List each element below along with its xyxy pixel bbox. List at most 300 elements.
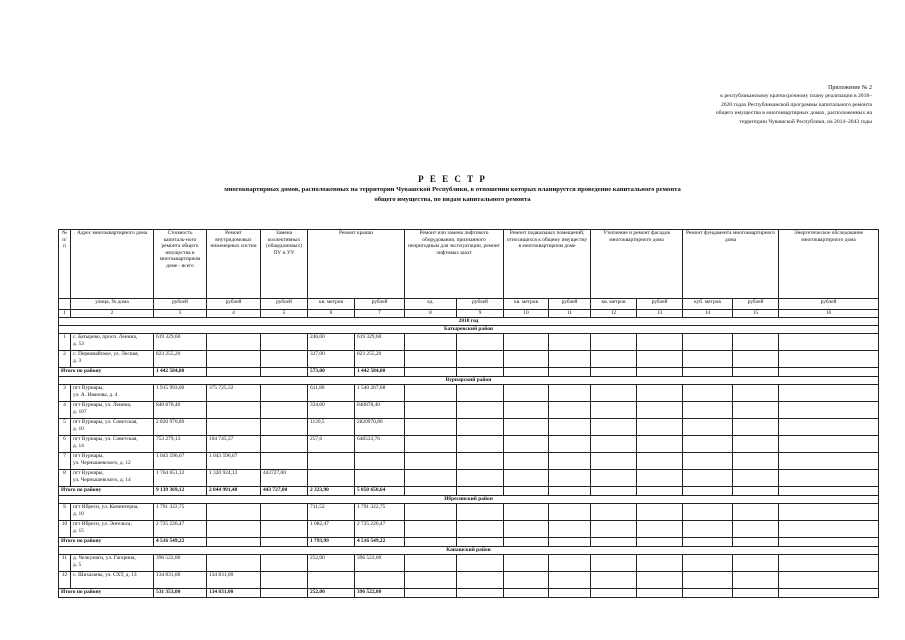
table-row: [59, 555, 879, 572]
roof-area-cell: 334,00: [308, 402, 355, 419]
roof-cost-cell: 648533,76: [355, 436, 405, 453]
empty-cell: [457, 385, 504, 402]
empty-cell: [779, 419, 879, 436]
empty-cell: [549, 368, 591, 377]
empty-cell: [405, 453, 457, 470]
empty-cell: [591, 589, 637, 598]
empty-cell: [405, 555, 457, 572]
meters-cell: [261, 419, 308, 436]
appendix-block: [650, 84, 872, 126]
empty-cell: [683, 419, 733, 436]
year-row: [59, 318, 879, 326]
empty-cell: [779, 402, 879, 419]
empty-cell: [683, 334, 733, 351]
district-name: Канашский район: [59, 547, 879, 555]
address-line2: д. 14: [73, 442, 84, 449]
address-line1: д. Челкумаги, ул. Гагарина,: [73, 555, 136, 561]
empty-cell: [457, 487, 504, 496]
empty-cell: [457, 453, 504, 470]
district-total-row: [59, 487, 879, 496]
address-line1: пгт Вурнары, ул. Ленина,: [73, 402, 132, 408]
empty-cell: [779, 487, 879, 496]
engineering-cell: [207, 419, 261, 436]
empty-cell: [683, 487, 733, 496]
empty-cell: [405, 385, 457, 402]
engineering-cell: 1 320 924,12: [207, 470, 261, 487]
cost-cell: 753 279,13: [154, 436, 207, 453]
empty-cell: [504, 555, 549, 572]
empty-cell: [457, 538, 504, 547]
empty-cell: [549, 334, 591, 351]
total-roof-area: 1 793,99: [308, 538, 355, 547]
units-row: [59, 299, 879, 310]
col-header-engineering: Ремонт внутридомовых инженерных систем: [207, 230, 261, 299]
address-cell: [71, 521, 154, 538]
empty-cell: [637, 521, 683, 538]
empty-cell: [779, 368, 879, 377]
unit-cell: рублей: [733, 299, 779, 310]
empty-cell: [733, 453, 779, 470]
cost-cell: 619 329,60: [154, 334, 207, 351]
address-cell: [71, 470, 154, 487]
address-line1: пгт Вурнары, ул. Советская,: [73, 419, 138, 425]
empty-cell: [591, 470, 637, 487]
empty-cell: [457, 521, 504, 538]
empty-cell: [779, 538, 879, 547]
appendix-line: территории Чувашской Республики, на 2014–2043 годы: [739, 118, 872, 125]
empty-cell: [457, 572, 504, 589]
empty-cell: [591, 368, 637, 377]
empty-cell: [504, 453, 549, 470]
empty-cell: [457, 419, 504, 436]
engineering-cell: [207, 351, 261, 368]
row-number: 10: [59, 521, 71, 538]
col-number: 2: [71, 310, 154, 318]
empty-cell: [549, 538, 591, 547]
district-total-row: [59, 589, 879, 598]
empty-cell: [637, 538, 683, 547]
address-cell: [71, 402, 154, 419]
roof-cost-cell: 823 255,20: [355, 351, 405, 368]
empty-cell: [405, 521, 457, 538]
empty-cell: [683, 572, 733, 589]
row-number: 1: [59, 334, 71, 351]
empty-cell: [549, 572, 591, 589]
meters-cell: 443727,00: [261, 470, 308, 487]
appendix-title: Приложение № 2: [828, 85, 872, 91]
empty-cell: [637, 334, 683, 351]
unit-cell: улица, № дома: [71, 299, 154, 310]
empty-cell: [683, 351, 733, 368]
address-line1: пгт Вурнары,: [73, 453, 104, 459]
meters-cell: [261, 436, 308, 453]
empty-cell: [637, 487, 683, 496]
empty-cell: [779, 589, 879, 598]
empty-cell: [591, 487, 637, 496]
empty-cell: [591, 572, 637, 589]
empty-cell: [504, 470, 549, 487]
empty-cell: [504, 385, 549, 402]
total-cost: 531 353,00: [154, 589, 207, 598]
address-line2: д. 15: [73, 527, 84, 534]
empty-cell: [779, 385, 879, 402]
address-line1: с. Шихазаны, ул. СХТ, д. 13: [73, 572, 137, 578]
empty-cell: [637, 436, 683, 453]
unit-cell: рублей: [154, 299, 207, 310]
empty-cell: [637, 572, 683, 589]
unit-cell: рублей: [457, 299, 504, 310]
empty-cell: [504, 487, 549, 496]
total-meters: [261, 589, 308, 598]
unit-cell: рублей: [207, 299, 261, 310]
empty-cell: [549, 504, 591, 521]
unit-cell: кв. метров: [308, 299, 355, 310]
empty-cell: [733, 555, 779, 572]
col-header-address: Адрес многоквартирного дома: [71, 230, 154, 299]
year-label: 2018 год: [59, 318, 879, 326]
address-line1: пгт Вурнары,: [73, 470, 104, 476]
empty-cell: [591, 504, 637, 521]
unit-cell: кв. метров: [504, 299, 549, 310]
empty-cell: [683, 402, 733, 419]
col-header-meters: Замена коллективных (общедомовых) ПУ и УУ: [261, 230, 308, 299]
empty-cell: [637, 504, 683, 521]
total-roof-area: 2 323,90: [308, 487, 355, 496]
district-total-row: [59, 538, 879, 547]
empty-cell: [733, 351, 779, 368]
address-cell: [71, 351, 154, 368]
registry-title: Р Е Е С Т Р: [418, 174, 487, 184]
empty-cell: [405, 504, 457, 521]
total-roof-area: 573,00: [308, 368, 355, 377]
total-label: Итого по району: [59, 487, 154, 496]
table-row: [59, 385, 879, 402]
empty-cell: [637, 351, 683, 368]
empty-cell: [549, 470, 591, 487]
meters-cell: [261, 555, 308, 572]
row-number: 7: [59, 453, 71, 470]
table-row: [59, 470, 879, 487]
empty-cell: [637, 402, 683, 419]
registry-table: [58, 229, 879, 598]
address-line2: д. 5: [73, 561, 82, 568]
total-roof-cost: 5 850 650,64: [355, 487, 405, 496]
roof-cost-cell: 396 522,00: [355, 555, 405, 572]
cost-cell: 1 043 596,67: [154, 453, 207, 470]
col-header-facade: Утепление и ремонт фасадов многоквартирного дома: [591, 230, 683, 299]
col-number: 4: [207, 310, 261, 318]
empty-cell: [591, 334, 637, 351]
district-total-row: [59, 368, 879, 377]
empty-cell: [504, 521, 549, 538]
empty-cell: [457, 402, 504, 419]
empty-cell: [733, 385, 779, 402]
address-cell: [71, 334, 154, 351]
col-number: 1: [59, 310, 71, 318]
total-cost: 9 139 369,12: [154, 487, 207, 496]
table-row: [59, 436, 879, 453]
col-number: 14: [683, 310, 733, 318]
col-number: 8: [405, 310, 457, 318]
roof-area-cell: [308, 470, 355, 487]
empty-cell: [591, 385, 637, 402]
col-header-no: № п/п: [59, 230, 71, 299]
total-label: Итого по району: [59, 589, 154, 598]
empty-cell: [405, 402, 457, 419]
empty-cell: [591, 351, 637, 368]
address-cell: [71, 572, 154, 589]
empty-cell: [591, 521, 637, 538]
empty-cell: [779, 572, 879, 589]
roof-cost-cell: [355, 453, 405, 470]
engineering-cell: [207, 334, 261, 351]
empty-cell: [683, 385, 733, 402]
col-header-elevator: Ремонт или замена лифтового оборудования, признанного непригодным для эксплуатации, ремонт лифтовых шахт: [405, 230, 504, 299]
meters-cell: [261, 504, 308, 521]
address-cell: [71, 419, 154, 436]
roof-area-cell: 327,00: [308, 351, 355, 368]
table-row: [59, 572, 879, 589]
address-line2: д. 3: [73, 357, 82, 364]
unit-cell: куб. метров: [683, 299, 733, 310]
table-row: [59, 419, 879, 436]
table-row: [59, 402, 879, 419]
unit-cell: рублей: [637, 299, 683, 310]
address-cell: [71, 504, 154, 521]
empty-cell: [405, 351, 457, 368]
empty-cell: [405, 419, 457, 436]
empty-cell: [779, 470, 879, 487]
empty-cell: [405, 589, 457, 598]
empty-cell: [549, 402, 591, 419]
total-meters: [261, 368, 308, 377]
empty-cell: [591, 436, 637, 453]
roof-cost-cell: [355, 572, 405, 589]
total-cost: 4 516 549,22: [154, 538, 207, 547]
empty-cell: [457, 555, 504, 572]
unit-cell: [59, 299, 71, 310]
empty-cell: [733, 334, 779, 351]
row-number: 3: [59, 385, 71, 402]
engineering-cell: [207, 504, 261, 521]
engineering-cell: 375 725,32: [207, 385, 261, 402]
empty-cell: [405, 436, 457, 453]
empty-cell: [637, 419, 683, 436]
address-line1: с. Батырево, просп. Ленина,: [73, 334, 138, 340]
empty-cell: [457, 334, 504, 351]
total-engineering: 134 831,00: [207, 589, 261, 598]
empty-cell: [683, 470, 733, 487]
empty-cell: [733, 402, 779, 419]
cost-cell: 840 878,40: [154, 402, 207, 419]
meters-cell: [261, 572, 308, 589]
empty-cell: [637, 589, 683, 598]
address-line2: д. 53: [73, 340, 84, 347]
roof-cost-cell: 1 791 322,75: [355, 504, 405, 521]
address-line2: ул. Чернышевского, д. 14: [73, 476, 131, 483]
registry-subtitle-line1: многоквартирных домов, расположенных на территории Чувашской Республики, в отношении которых планируется проведение капитального ремонта: [224, 186, 681, 193]
roof-area-cell: [308, 453, 355, 470]
empty-cell: [549, 436, 591, 453]
empty-cell: [405, 470, 457, 487]
roof-area-cell: 711,52: [308, 504, 355, 521]
row-number: 11: [59, 555, 71, 572]
address-line1: пгт Ибреси, ул. Коминтерна,: [73, 504, 139, 510]
empty-cell: [733, 589, 779, 598]
total-meters: 443 727,00: [261, 487, 308, 496]
empty-cell: [591, 402, 637, 419]
empty-cell: [637, 368, 683, 377]
col-number: 11: [549, 310, 591, 318]
empty-cell: [637, 385, 683, 402]
row-number: 12: [59, 572, 71, 589]
empty-cell: [549, 487, 591, 496]
empty-cell: [779, 555, 879, 572]
roof-area-cell: 1 082,47: [308, 521, 355, 538]
empty-cell: [457, 436, 504, 453]
cost-cell: 134 831,00: [154, 572, 207, 589]
empty-cell: [733, 572, 779, 589]
empty-cell: [504, 538, 549, 547]
address-cell: [71, 436, 154, 453]
total-roof-cost: 4 516 549,22: [355, 538, 405, 547]
empty-cell: [733, 436, 779, 453]
empty-cell: [405, 487, 457, 496]
engineering-cell: 104 745,37: [207, 436, 261, 453]
empty-cell: [504, 402, 549, 419]
empty-cell: [549, 589, 591, 598]
empty-cell: [549, 453, 591, 470]
cost-cell: 396 522,00: [154, 555, 207, 572]
empty-cell: [457, 470, 504, 487]
col-number: 3: [154, 310, 207, 318]
roof-area-cell: 1120,5: [308, 419, 355, 436]
unit-cell: кв. метров: [591, 299, 637, 310]
district-header-row: [59, 377, 879, 385]
row-number: 4: [59, 402, 71, 419]
engineering-cell: 1 043 596,67: [207, 453, 261, 470]
empty-cell: [405, 572, 457, 589]
total-label: Итого по району: [59, 538, 154, 547]
empty-cell: [779, 453, 879, 470]
empty-cell: [504, 436, 549, 453]
col-header-energy: Энергетическое обследование многоквартирного дома: [779, 230, 879, 299]
engineering-cell: [207, 402, 261, 419]
empty-cell: [637, 555, 683, 572]
total-roof-cost: 1 442 584,80: [355, 368, 405, 377]
empty-cell: [683, 555, 733, 572]
empty-cell: [683, 453, 733, 470]
row-number: 9: [59, 504, 71, 521]
empty-cell: [504, 589, 549, 598]
empty-cell: [733, 368, 779, 377]
empty-cell: [549, 555, 591, 572]
district-name: Вурнарский район: [59, 377, 879, 385]
meters-cell: [261, 351, 308, 368]
engineering-cell: 134 831,00: [207, 572, 261, 589]
unit-cell: рублей: [549, 299, 591, 310]
roof-cost-cell: 2 725 226,47: [355, 521, 405, 538]
col-number: 13: [637, 310, 683, 318]
address-line1: с. Первомайское, ул. Лесная,: [73, 351, 139, 357]
empty-cell: [504, 504, 549, 521]
district-header-row: [59, 496, 879, 504]
header-row: [59, 230, 879, 299]
empty-cell: [504, 334, 549, 351]
roof-cost-cell: 619 329,60: [355, 334, 405, 351]
address-line1: пгт Ибреси, ул. Энгельса,: [73, 521, 132, 527]
table-row: [59, 351, 879, 368]
col-number: 10: [504, 310, 549, 318]
cost-cell: 823 255,20: [154, 351, 207, 368]
roof-area-cell: 252,00: [308, 555, 355, 572]
total-engineering: [207, 538, 261, 547]
address-line2: д. 10: [73, 425, 84, 432]
roof-cost-cell: 1 540 267,68: [355, 385, 405, 402]
col-number: 16: [779, 310, 879, 318]
empty-cell: [637, 470, 683, 487]
col-number: 5: [261, 310, 308, 318]
empty-cell: [591, 453, 637, 470]
empty-cell: [591, 538, 637, 547]
address-line1: пгт Вурнары, ул. Советская,: [73, 436, 138, 442]
empty-cell: [683, 436, 733, 453]
table-row: [59, 334, 879, 351]
col-header-foundation: Ремонт фундамента многоквартирного дома: [683, 230, 779, 299]
col-number: 9: [457, 310, 504, 318]
total-roof-area: 252,00: [308, 589, 355, 598]
empty-cell: [457, 589, 504, 598]
row-number: 8: [59, 470, 71, 487]
empty-cell: [779, 334, 879, 351]
empty-cell: [457, 504, 504, 521]
empty-cell: [779, 436, 879, 453]
district-name: Батыревский район: [59, 326, 879, 334]
address-line2: д. 107: [73, 408, 87, 415]
column-numbers-row: [59, 310, 879, 318]
row-number: 6: [59, 436, 71, 453]
total-label: Итого по району: [59, 368, 154, 377]
district-header-row: [59, 547, 879, 555]
empty-cell: [637, 453, 683, 470]
table-row: [59, 521, 879, 538]
meters-cell: [261, 402, 308, 419]
empty-cell: [504, 419, 549, 436]
empty-cell: [504, 368, 549, 377]
roof-area-cell: 611,80: [308, 385, 355, 402]
col-number: 15: [733, 310, 779, 318]
empty-cell: [733, 538, 779, 547]
table-row: [59, 504, 879, 521]
empty-cell: [779, 351, 879, 368]
empty-cell: [683, 504, 733, 521]
registry-subtitle-line2: общего имущества, по видам капитального ремонта: [374, 196, 531, 203]
row-number: 5: [59, 419, 71, 436]
col-number: 7: [355, 310, 405, 318]
address-cell: [71, 385, 154, 402]
empty-cell: [504, 572, 549, 589]
appendix-line: к республиканскому краткосрочному плану реализации в 2018–: [720, 93, 872, 100]
address-cell: [71, 453, 154, 470]
empty-cell: [733, 419, 779, 436]
unit-cell: рублей: [261, 299, 308, 310]
empty-cell: [457, 351, 504, 368]
cost-cell: 1 915 993,00: [154, 385, 207, 402]
col-number: 12: [591, 310, 637, 318]
col-header-basement: Ремонт подвальных помещений, относящихся к общему имуществу в многоквартирном доме: [504, 230, 591, 299]
empty-cell: [683, 368, 733, 377]
roof-area-cell: 246,00: [308, 334, 355, 351]
